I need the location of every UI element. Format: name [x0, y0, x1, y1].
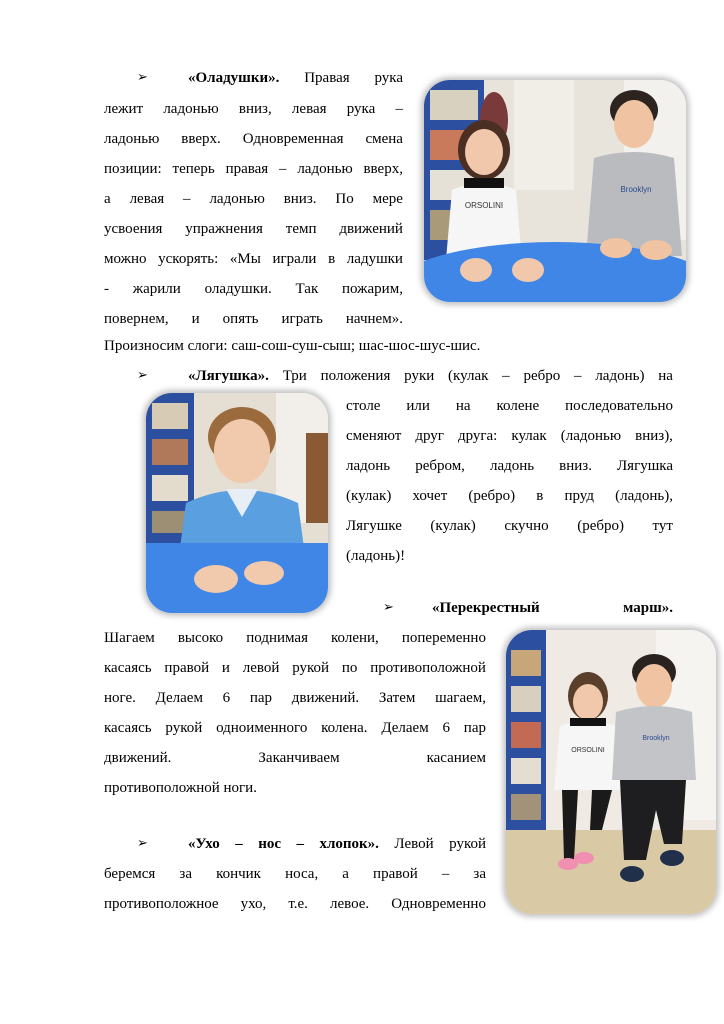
para1-line-8: - жарили оладушки. Так пожарим, [104, 281, 403, 297]
para2-line-6: Лягушке (кулак) скучно (ребро) тут [346, 518, 673, 534]
para4-line-1: «Ухо – нос – хлопок». Левой рукой [188, 836, 486, 852]
title-oladushki: «Оладушки». [188, 70, 280, 86]
bullet-arrow-4: ➢ [137, 836, 148, 851]
photo3-shirt-text-girl: ORSOLINI [571, 747, 605, 754]
para2-line-4: ладонь ребром, ладонь вниз. Лягушка [346, 458, 673, 474]
para3-last-line: противоположной ноги. [104, 780, 257, 796]
photo-boy-lyagushka [146, 393, 328, 613]
photo-children-marsh [506, 630, 716, 914]
bullet-arrow-3: ➢ [383, 600, 394, 615]
para3-line-5: движений. Заканчиваем касанием [104, 750, 486, 766]
title-lyagushka: «Лягушка». [188, 368, 269, 384]
title-marsh: марш». [623, 600, 673, 616]
para2-line-5: (кулак) хочет (ребро) в пруд (ладонь), [346, 488, 673, 504]
title-ukho-nos-khlopok-1: «Ухо [188, 836, 220, 852]
para2-line-3: сменяют друг друга: кулак (ладонью вниз), [346, 428, 673, 444]
para1-line-6: усвоения упражнения темп движений [104, 221, 403, 237]
para2-line-1: «Лягушка». Три положения руки (кулак – ребро – ладонь) на [188, 368, 673, 384]
para3-title [432, 598, 673, 618]
para4-line-3: противоположное ухо, т.е. левое. Одновременно [104, 896, 486, 912]
bullet-arrow-2: ➢ [137, 368, 148, 383]
para1-line-9: повернем, и опять играть начнем». [104, 311, 403, 327]
para1-last-line: Произносим слоги: саш-сош-суш-сыш; шас-шос-шус-шис. [104, 338, 481, 354]
photo1-shirt-text-boy: Brooklyn [620, 185, 652, 194]
para3-line-1: Шагаем высоко поднимая колени, попеременно [104, 630, 486, 646]
para1-line-1: «Оладушки». Правая рука [188, 70, 403, 86]
photo1-shirt-text-girl: ORSOLINI [464, 201, 504, 210]
para1-line-5: а левая – ладонью вниз. По мере [104, 191, 403, 207]
para2-line-2: столе или на колене последовательно [346, 398, 673, 414]
para1-line-4: позиции: теперь правая – ладонью вверх, [104, 161, 403, 177]
photo3-shirt-text-boy: Brooklyn [642, 735, 670, 742]
para3-line-4: касаясь рукой одноименного колена. Делаем 6 пар [104, 720, 486, 736]
title-perekrestny: «Перекрестный [432, 600, 540, 616]
para3-line-2: касаясь правой и левой рукой по противоположной [104, 660, 486, 676]
para4-line-2: беремся за кончик носа, а правой – за [104, 866, 486, 882]
para3-line-3: ноге. Делаем 6 пар движений. Затем шагаем, [104, 690, 486, 706]
para1-line-7: можно ускорять: «Мы играли в ладушки [104, 251, 403, 267]
photo-children-oladushki [424, 80, 686, 302]
para2-last-line: (ладонь)! [346, 548, 406, 564]
bullet-arrow-1: ➢ [137, 70, 148, 85]
para1-line-2: лежит ладонью вниз, левая рука – [104, 101, 403, 117]
para1-line-3: ладонью вверх. Одновременная смена [104, 131, 403, 147]
